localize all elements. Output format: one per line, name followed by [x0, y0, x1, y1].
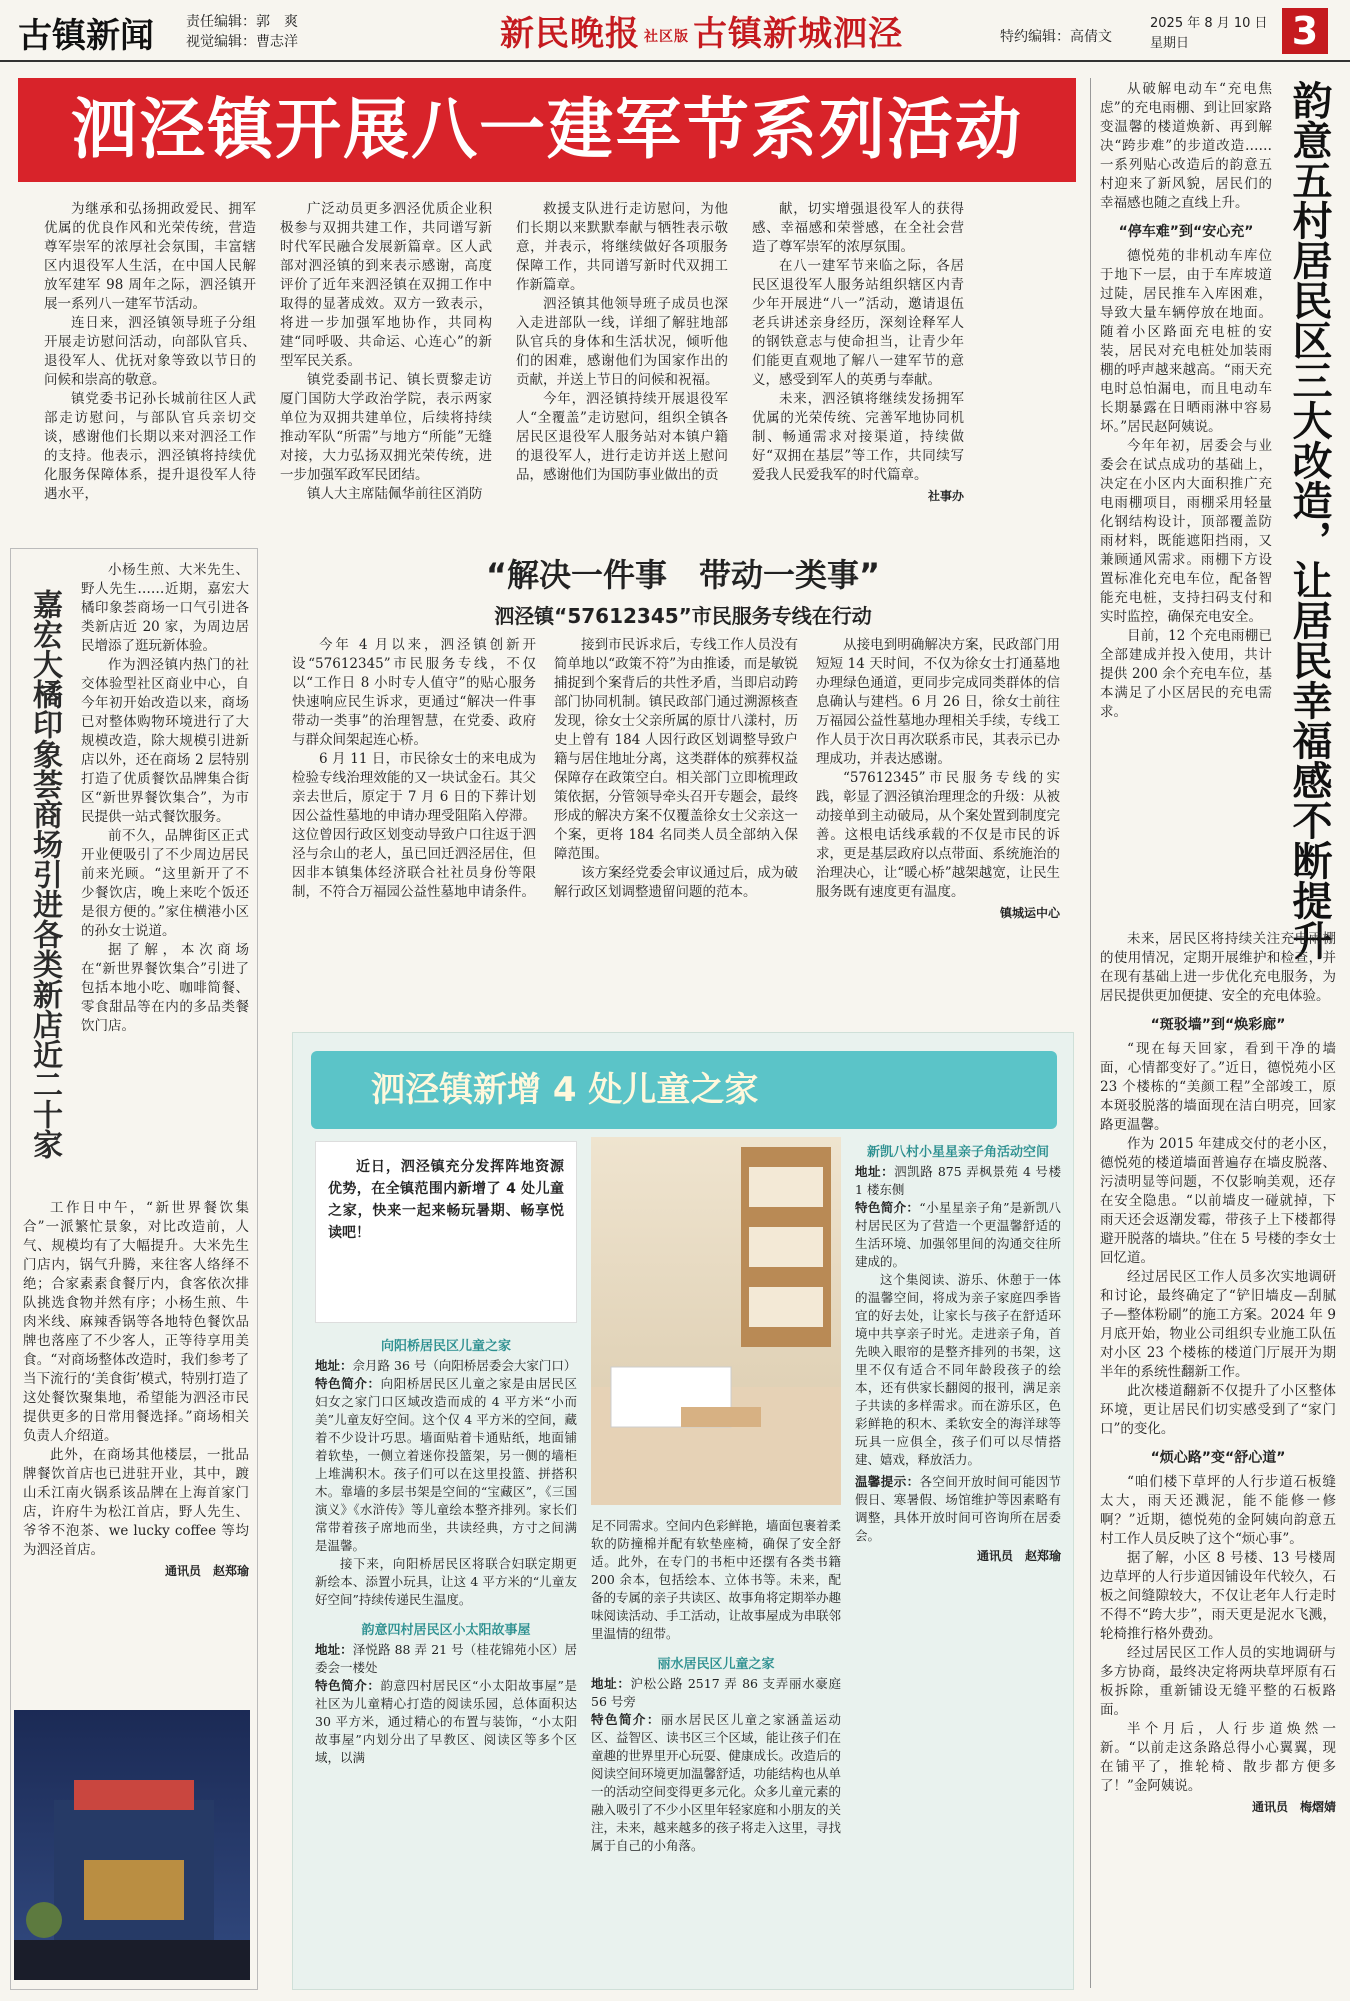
value: 丽水居民区儿童之家涵盖运动区、益智区、读书区三个区域，能让孩子们在童趣的世界里开心玩耍、健康成长。改造后的阅读空间环境更加温馨舒适，功能结构也从单一的活动空间变得更多元化。众多儿童元素的融入吸引了不少小区里年轻家庭和小朋友的关注，未来，越来越多的孩子将走入这里，寻找属于自己的小角落。	[591, 1712, 842, 1853]
paragraph: 据了解，小区 8 号楼、13 号楼周边草坪的人行步道因铺设年代较久，石板之间缝隙较大，不仅让老年人行走时不得不“跨大步”，雨天更是泥水飞溅，轮椅推行格外费劲。	[1100, 1550, 1336, 1642]
lead-column-4	[752, 200, 964, 504]
paragraph: 广泛动员更多泗泾优质企业积极参与双拥共建工作，共同谱写新时代军民融合发展新篇章。区人武部对泗泾镇的到来表示感谢，高度评价了近年来泗泾镇在双拥工作中取得的显著成效。双方一致表示，将进一步加强军地协作，共同构建“同呼吸、共命运、心连心”的新型军民关系。	[280, 201, 492, 369]
masthead-name: 新民晚报	[500, 14, 640, 54]
paragraph: 小杨生煎、大米先生、野人先生……近期，嘉宏大橘印象荟商场一口气引进各类新店近 20 家，为周边居民增添了逛玩新体验。	[81, 562, 249, 654]
paragraph: 6 月 11 日，市民徐女士的来电成为检验专线治理效能的又一块试金石。其父亲去世后，原定于 7 月 6 日的下葬计划因公益性墓地的申请办理受阻陷入停滞。这位曾因行政区划变动导致户口往返于泗泾与佘山的老人，虽已回迁泗泾居住，但因非本镇集体经济联合社社员身份等限制，不符合万福园公益性墓地申请条件。	[292, 751, 536, 900]
value: 各空间开放时间可能因节假日、寒暑假、场馆维护等因素略有调整，具体开放时间可咨询所在居委会。	[855, 1474, 1061, 1543]
tip	[855, 1473, 1061, 1545]
kids-section-1	[315, 1331, 577, 1767]
paragraph: 献，切实增强退役军人的获得感、幸福感和荣誉感，在全社会营造了尊军崇军的浓厚氛围。	[752, 201, 964, 255]
masthead-sub: 古镇新城泗泾	[693, 14, 903, 54]
byline: 镇城运中心	[999, 906, 1060, 920]
column-divider	[1090, 78, 1091, 1988]
kids-room-photo	[591, 1137, 841, 1505]
right-headline: 韵意五村居民区三大改造，让居民幸福感不断提升	[1286, 80, 1332, 960]
label: 地址：	[855, 1164, 895, 1179]
feature	[855, 1199, 1061, 1271]
date: 2025 年 8 月 10 日	[1150, 16, 1268, 31]
mall-body-lower	[23, 1199, 249, 1579]
byline: 通讯员 梅熠婧	[1251, 1800, 1336, 1814]
byline: 社事办	[927, 489, 964, 503]
label: 温馨提示：	[855, 1474, 920, 1489]
paragraph: 从破解电动车“充电焦虑”的充电雨棚、到让回家路变温馨的楼道焕新、再到解决“跨步难”的步道改造……一系列贴心改造后的韵意五村迎来了新风貌，居民们的幸福感也随之直线上升。	[1100, 81, 1272, 211]
paragraph: “57612345”市民服务专线的实践，彰显了泗泾镇治理理念的升级：从被动接单到主动破局，从个案处置到制度完善。这根电话线承载的不仅是市民的诉求，更是基层政府以点带面、系统施治的治理决心，让“暖心桥”越架越宽，让民生服务既有速度更有温度。	[816, 770, 1060, 900]
paragraph: 这个集阅读、游乐、休憩于一体的温馨空间，将成为亲子家庭四季皆宜的好去处，让家长与孩子在舒适环境中共享亲子时光。走进亲子角，首先映入眼帘的是整齐排列的书架，这里不仅有适合不同年龄段孩子的绘本，还有供家长翻阅的报刊，满足亲子共读的多样需求。而在游乐区，色彩鲜艳的积木、柔软安全的海洋球等玩具一应俱全，孩子们可以尽情搭建、嬉戏，释放活力。	[855, 1272, 1061, 1467]
paragraph: 泗泾镇其他领导班子成员也深入走进部队一线，详细了解驻地部队官兵的身体和生活状况，倾听他们的困难，感谢他们为国家作出的贡献，并送上节日的问候和祝福。	[516, 296, 728, 388]
kids-intro	[315, 1141, 577, 1323]
paragraph: 未来，居民区将持续关注充电雨棚的使用情况，定期开展维护和检查，并在现有基础上进一步优化充电服务，为居民提供更加便捷、安全的充电体验。	[1100, 931, 1336, 1004]
lead-column-3	[516, 200, 728, 485]
mall-headline: 嘉宏大橘印象荟商场引进各类新店近二十家	[27, 589, 62, 1159]
subheading: “斑驳墙”到“焕彩廊”	[1150, 1017, 1286, 1033]
paragraph: 德悦苑的非机动车库位于地下一层，由于车库坡道过陡，居民推车入库困难，导致大量车辆停放在地面。随着小区路面充电桩的安装，居民对充电桩处加装雨棚的呼声越来越高。“雨天充电时总怕漏电，而且电动车长期暴露在日晒雨淋中容易坏。”居民赵阿姨说。	[1100, 248, 1272, 435]
hotline-headline: “解决一件事 带动一类事”	[485, 556, 881, 594]
value: 向阳桥居民区儿童之家是由居民区妇女之家门口区域改造而成的 4 平方米“小而美”儿童友好空间。这个仅 4 平方米的空间，藏着不少设计巧思。墙面贴着卡通贴纸，地面铺着软垫，一侧立着迷你投篮架，另一侧的墙柜上堆满积木。孩子们可以在这里投篮、拼搭积木。靠墙的多层书架是空间的“宝藏区”，《三国演义》《水浒传》等儿童绘本整齐排列。家长们常带着孩子席地而坐，共读经典，方寸之间满是温馨。	[315, 1376, 577, 1553]
paragraph: 经过居民区工作人员的实地调研与多方协商，最终决定将两块草坪原有石板拆除，重新铺设无缝平整的石板路面。	[1100, 1645, 1336, 1718]
paragraph: 从接电到明确解决方案，民政部门用短短 14 天时间，不仅为徐女士打通墓地办理绿色通道，更同步完成同类群体的信息确认与建档。6 月 26 日，徐女士前往万福园公益性墓地办理相关手续，专线工作人员于次日再次联系市民，其表示已办理成功，并表达感谢。	[816, 637, 1060, 767]
mall-body	[81, 561, 249, 1036]
paragraph: 今年年初，居委会与业委会在试点成功的基础上，决定在小区内大面积推广充电雨棚项目，雨棚采用轻量化钢结构设计，顶部覆盖防雨材料，既能遮阳挡雨，又兼顾通风需求。雨棚下方设置标准化充电车位，配备智能充电桩，支持扫码支付和实时监控，确保充电安全。	[1100, 438, 1272, 625]
paragraph: “现在每天回家，看到干净的墙面，心情都变好了。”近日，德悦苑小区 23 个楼栋的“美颜工程”全部竣工，原本斑驳脱落的墙面现在洁白明亮，回家路更温馨。	[1100, 1041, 1336, 1133]
paragraph: 目前，12 个充电雨棚已全部建成并投入使用，共计提供 200 余个充电车位，基本满足了小区居民的充电需求。	[1100, 628, 1272, 720]
paragraph: 前不久，品牌街区正式开业便吸引了不少周边居民前来光顾。“这里新开了不少餐饮店，晚上来吃个饭还是很方便的。”家住横港小区的孙女士说道。	[81, 828, 249, 939]
paragraph: 该方案经党委会审议通过后，成为破解行政区划调整遗留问题的范本。	[554, 865, 798, 900]
value: “小星星亲子角”是新凯八村居民区为了营造一个更温馨舒适的生活环境、加强邻里间的沟通交往所建成的。	[855, 1200, 1061, 1269]
mall-illustration	[14, 1710, 250, 1980]
label: 地址：	[315, 1358, 353, 1373]
issue-date	[1150, 14, 1268, 54]
paragraph: 近日，泗泾镇充分发挥阵地资源优势，在全镇范围内新增了 4 处儿童之家，快来一起来畅玩暑期、畅享悦读吧！	[328, 1159, 564, 1241]
value: 佘月路 36 号（向阳桥居委会大家门口）	[352, 1358, 577, 1373]
paragraph: 经过居民区工作人员多次实地调研和讨论，最终确定了“铲旧墙皮—刮腻子—整体粉刷”的施工方案。2024 年 9 月底开始，物业公司组织专业施工队伍对小区 23 个楼栋的楼道门厅展开为期半年的系统性翻新工作。	[1100, 1269, 1336, 1380]
kids-headline: 泗泾镇新增 4 处儿童之家	[311, 1051, 1057, 1129]
paragraph: 镇党委副书记、镇长贾黎走访厦门国防大学政治学院，表示两家单位为双拥共建单位，后续将持续推动军队“所需”与地方“所能”无缝对接，大力弘扬双拥光荣传统，进一步加强军政军民团结。	[280, 372, 492, 483]
paragraph: 此外，在商场其他楼层，一批品牌餐饮首店也已进驻开业，其中，踱山禾江南火锅系该品牌在上海首家门店，许府牛为松江首店，野人先生、爷爷不泡茶、we lucky coffee 等均为泗泾首店。	[23, 1447, 249, 1558]
subheading: “停车难”到“安心充”	[1118, 224, 1254, 240]
kids-article	[292, 1032, 1074, 1990]
paragraph: 接到市民诉求后，专线工作人员没有简单地以“政策不符”为由推诿，而是敏锐捕捉到个案背后的共性矛盾，当即启动跨部门协同机制。镇民政部门通过溯源核查发现，徐女士父亲所属的原廿八漾村，历史上曾有 184 人因行政区划调整导致户籍与居住地址分离，这类群体的殡葬权益保障存在政策空白。相关部门立即梳理政策依据，分管领导牵头召开专题会，最终形成的解决方案不仅覆盖徐女士父亲这一个案，更将 184 名同类人员全部纳入保障范围。	[554, 637, 798, 862]
section-title: 古镇新闻	[18, 16, 154, 56]
paragraph: 在八一建军节来临之际，各居民区退役军人服务站组织辖区内青少年开展进“八一”活动，邀请退伍老兵讲述亲身经历，深刻诠释军人的钢铁意志与使命担当，让青少年们能更直观地了解八一建军节的意义，感受到军人的英勇与奉献。	[752, 258, 964, 388]
label: 特色简介：	[315, 1376, 381, 1391]
value: 沪松公路 2517 弄 86 支弄丽水豪庭 56 号旁	[591, 1676, 841, 1709]
kids-section-4	[855, 1137, 1061, 1564]
label: 地址：	[315, 1642, 353, 1657]
editors	[186, 12, 298, 52]
paragraph: 工作日中午，“新世界餐饮集合”一派繁忙景象，对比改造前，人气、规模均有了大幅提升。大米先生门店内，锅气升腾，来往客人络绎不绝；合家素素食餐厅内，食客依次排队挑选食物并然有序；小杨生煎、牛肉米线、麻辣香锅等各地特色餐饮品牌也落座了不少客人，正等待享用美食。“对商场整体改造时，我们参考了当下流行的‘美食街’模式，特别打造了这处餐饮聚集地，希望能为泗泾市民提供更多的日常用餐选择。”商场相关负责人介绍道。	[23, 1200, 249, 1444]
weekday: 星期日	[1150, 36, 1190, 51]
value: 韵意四村居民区“小太阳故事屋”是社区为儿童精心打造的阅读乐园，总体面积达 30 平方米，通过精心的布置与装饰，“小太阳故事屋”内划分出了早教区、阅读区等多个区域，以满	[315, 1678, 577, 1765]
paragraph: 为继承和弘扬拥政爱民、拥军优属的优良作风和光荣传统，营造尊军崇军的浓厚社会氛围，丰富辖区内退役军人生活，在中国人民解放军建军 98 周年之际，泗泾镇开展一系列八一建军节活动。	[44, 201, 256, 312]
label: 特色简介：	[315, 1678, 381, 1693]
hotline-column-3	[816, 636, 1060, 921]
paragraph: 今年 4 月以来，泗泾镇创新开设“57612345”市民服务专线，不仅以“工作日 8 小时专人值守”的贴心服务快速响应民生诉求，更通过“解决一件事带动一类事”的治理智慧，在党委、政府与群众间架起连心桥。	[292, 637, 536, 748]
section-title: 新凯八村小星星亲子角活动空间	[866, 1145, 1049, 1160]
page-number: 3	[1282, 8, 1328, 54]
mall-photo	[14, 1710, 250, 1980]
section-title: 丽水居民区儿童之家	[657, 1657, 775, 1672]
paragraph: 作为泗泾镇内热门的社交体验型社区商业中心，自今年初开始改造以来，商场已对整体购物环境进行了大规模改造，除大规模引进新店以外，还在商场 2 层特别打造了优质餐饮品牌集合街区“新世界餐饮集合”，为市民提供一站式餐饮服务。	[81, 657, 249, 825]
editor-line: 视觉编辑：曹志洋	[186, 34, 298, 50]
masthead-tag: 社区版	[644, 29, 689, 45]
lead-column-2	[280, 200, 492, 504]
paragraph: 据了解，本次商场在“新世界餐饮集合”引进了包括本地小吃、咖啡简餐、零食甜品等在内的多品类餐饮门店。	[81, 942, 249, 1034]
masthead	[500, 6, 903, 55]
label: 地址：	[591, 1676, 631, 1691]
subheading: “烦心路”变“舒心道”	[1150, 1450, 1286, 1466]
address	[855, 1163, 1061, 1199]
special-editor: 特约编辑：高倩文	[1000, 29, 1112, 45]
section-title: 韵意四村居民区小太阳故事屋	[361, 1623, 531, 1638]
paragraph: 未来，泗泾镇将继续发扬拥军优属的光荣传统、完善军地协同机制、畅通需求对接渠道，持续做好“双拥在基层”等工作，共同续写爱我人民爱我军的时代篇章。	[752, 391, 964, 483]
address	[315, 1641, 577, 1677]
feature	[315, 1375, 577, 1555]
address	[315, 1357, 577, 1375]
section-title: 向阳桥居民区儿童之家	[380, 1339, 511, 1354]
hotline-column-2	[554, 636, 798, 902]
byline: 通讯员 赵郑瑜	[976, 1549, 1061, 1563]
paragraph: 作为 2015 年建成交付的老小区，德悦苑的楼道墙面普遍存在墙皮脱落、污渍明显等问题，不仅影响美观，还存在安全隐患。“以前墙皮一碰就掉，下雨天还会返潮发霉，带孩子上下楼都得避开脱落的墙块。”住在 5 号楼的李女士回忆道。	[1100, 1136, 1336, 1266]
page-header	[0, 0, 1350, 62]
paragraph: 此次楼道翻新不仅提升了小区整体环境，更让居民们切实感受到了“家门口”的变化。	[1100, 1383, 1336, 1437]
paragraph: 连日来，泗泾镇领导班子分组开展走访慰问活动，向部队官兵、退役军人、优抚对象等致以节日的问候和崇高的敬意。	[44, 315, 256, 388]
lead-column-1	[44, 200, 256, 504]
paragraph: 足不同需求。空间内色彩鲜艳，墙面包裹着柔软的防撞棉并配有软垫座椅，确保了安全舒适。此外，在专门的书柜中还摆有各类书籍 200 余本，包括绘本、立体书等。未来，配备的专属的亲子共读区、故事角将定期举办趣味阅读活动、手工活动，让故事屋成为串联邻里温情的纽带。	[591, 1518, 842, 1641]
feature	[591, 1711, 841, 1855]
paragraph: 镇党委书记孙长城前往区人武部走访慰问，与部队官兵亲切交谈，感谢他们长期以来对泗泾工作的支持。他表示，泗泾镇将持续优化服务保障体系，提升退役军人待遇水平，	[44, 391, 256, 502]
value: 泗凯路 875 弄枫景苑 4 号楼 1 楼东侧	[855, 1164, 1061, 1197]
hotline-column-1	[292, 636, 536, 902]
right-article-bottom	[1100, 930, 1336, 1815]
paragraph: 接下来，向阳桥居民区将联合妇联定期更新绘本、添置小玩具，让这 4 平方米的“儿童友好空间”持续传递民生温度。	[315, 1556, 577, 1607]
address	[591, 1675, 841, 1711]
paragraph: 镇人大主席陆佩华前往区消防	[307, 486, 483, 502]
paragraph: “咱们楼下草坪的人行步道石板缝太大，雨天还溅泥，能不能修一修啊？”近期，德悦苑的金阿姨向韵意五村工作人员反映了这个“烦心事”。	[1100, 1474, 1336, 1547]
lead-headline: 泗泾镇开展八一建军节系列活动	[18, 78, 1076, 182]
byline: 通讯员 赵郑瑜	[164, 1564, 249, 1578]
value: 泽悦路 88 弄 21 号（桂花锦苑小区）居委会一楼处	[315, 1642, 577, 1675]
paragraph: 半个月后，人行步道焕然一新。“以前走这条路总得小心翼翼，现在铺平了，推轮椅、散步都方便多了！”金阿姨说。	[1100, 1721, 1336, 1794]
label: 特色简介：	[591, 1712, 661, 1727]
hotline-article	[292, 550, 1074, 629]
label: 特色简介：	[855, 1200, 920, 1215]
paragraph: 今年，泗泾镇持续开展退役军人“全覆盖”走访慰问，组织全镇各居民区退役军人服务站对本镇户籍的退役军人，进行走访并送上慰问品，感谢他们为国防事业做出的贡	[516, 391, 728, 483]
editor-line: 责任编辑：郭 爽	[186, 14, 298, 30]
kids-room-illustration	[591, 1137, 841, 1505]
kids-section-3	[591, 1517, 841, 1855]
feature	[315, 1677, 577, 1767]
paragraph: 救援支队进行走访慰问，为他们长期以来默默奉献与牺牲表示敬意，并表示，将继续做好各项服务保障工作，共同谱写新时代双拥工作新篇章。	[516, 201, 728, 293]
right-article-top	[1100, 80, 1272, 722]
hotline-subtitle: 泗泾镇“57612345”市民服务专线在行动	[494, 604, 872, 628]
